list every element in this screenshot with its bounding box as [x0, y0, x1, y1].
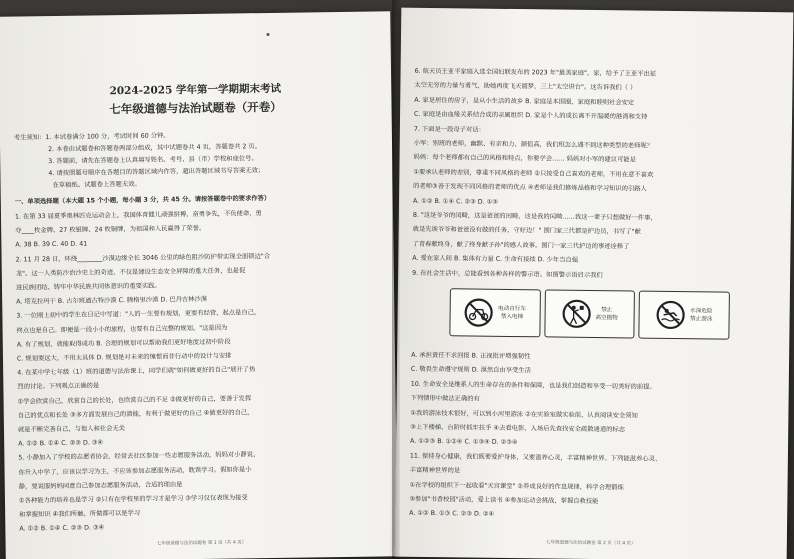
question-line: 了青春献终身，献了终身献子孙"的感人故事。图门一家三代护边的事迹诠释了 — [412, 240, 630, 251]
question-line: A. 爱在家人间 B. 集体有力量 C. 生命有接续 D. 少年当自强 — [412, 254, 579, 264]
question-line: ①各种能力的培养也是学习 ②只有在学校里的学习才是学习 ③学习仅仅表现为接受 — [18, 494, 248, 505]
question-line: A. ①② B. ①④ C. ②③ D. ③④ — [19, 524, 105, 533]
question-line: ③参加"书香校园"活动，爱上读书 ④参加运动会挑战，掌握自救技能 — [409, 495, 599, 506]
question-line: 进民族团结、铸牢中华民族共同体意识的重要实践。 — [15, 282, 161, 292]
question-line: 静，要说服妈妈同意自己参加志愿服务活动，合适的理由是 — [18, 481, 183, 491]
question-line: 9. 在社会生活中，总能看到各种各样的警示语。如图警示语启示我们 — [412, 269, 603, 279]
question-line: 小军：别班的老师，幽默、有亲和力、颜值高，我们班怎么遇不到这种类型的老师呢？ — [413, 139, 654, 150]
question-line: C. 家庭是由血缘关系结合成的亲属组织 D. 家是个人的成长离不开温暖的港湾和支持 — [414, 110, 648, 121]
question-line: 终点也是自己。即便是一段小小的旅程，也要有自己完整的规划。"这是因为 — [16, 324, 228, 335]
question-line: ①学会欣赏自己，欣赏自己的长处，也欣赏自己的不足 ②做更好的自己，要善于发挥 — [17, 394, 252, 406]
question-line: A. 塔克拉玛干 B. 古尔班通古特沙漠 C. 腾格里沙漠 D. 巴丹吉林沙漠 — [16, 296, 208, 306]
sign-text: 禁止 — [601, 307, 613, 314]
question-line: 太空无穷的力量与勇气，助她再度飞天圆梦，三上"太空讲台"。这告诉我们（ ） — [414, 82, 637, 92]
exam-page-right — [395, 8, 794, 559]
question-line: 8. "这是爷爷的闰畸，这是爸爸的闰畸，这是我的闰畸……我这一辈子只想做好一件事， — [412, 211, 657, 222]
sign-text: 电动自行车 — [498, 305, 527, 313]
question-line: ①要承认老师的差别，尊重不同风格的老师 ②只接受自己喜欢的老师，不用在意不喜欢 — [413, 168, 654, 179]
notes-line: 4. 请按照题号顺序在各题目的答题区域内作答，超出答题区域书写答案无效； — [48, 167, 265, 178]
question-line: 2. 11 月 28 日，环绕________沙漠边缘全长 3046 公里的绿色阻沙防护带实现全面锁边"合 — [15, 252, 271, 264]
exam-title-line2: 七年级道德与法治试题卷（开卷） — [109, 99, 282, 117]
question-line: A. ①② B. ①④ C. ②③ D. ①③ — [412, 197, 498, 206]
question-line: C. 规划要远大，不用太具体 D. 规划是对未来的憧憬而非行动中的设计与安排 — [16, 352, 232, 363]
question-line: 丰富精神世界的是 — [409, 466, 461, 475]
question-line: 3. 一位刚上初中的学生在日记中写道："人的一生要有规划，更要有经营，起点是自己， — [16, 309, 261, 320]
question-line: A. 家是居住的房子，是从小生活的故乡 B. 家庭是本围圈，家庭和睦则社会安定 — [414, 96, 635, 107]
question-line: 就是不断完善自己，与他人和社会无关 — [17, 425, 126, 434]
question-line: 就是先诶爷爷和爸爸没有做的任务，守好边！" 图门家三代都是护边员，书写了"献 — [412, 226, 641, 236]
question-line: 和掌握知识 ④我们所触、所做都可以是学习 — [19, 510, 141, 519]
question-line: 6. 航天员王亚平家庭入选全国妇联发布的 2023 年"最美家庭"，家，给予了王亚平出征 — [414, 67, 657, 78]
question-line: 1. 在第 33 届夏季奥林匹克运动会上，我国体育健儿顽强拼搏，奋勇争先，不负使命，勇 — [14, 210, 262, 221]
question-line: A. 承担责任不求回报 B. 正视批评增强韧性 — [411, 351, 531, 361]
page-footer: 七年级道德与法治试题卷 第 1 页（共 4 页） — [156, 540, 247, 547]
question-line: 夺____枚金牌、27 枚银牌、24 枚铜牌，为祖国和人民赢得了荣誉。 — [15, 225, 206, 235]
no-littering-icon — [561, 299, 591, 329]
no-swimming-icon — [656, 300, 686, 330]
question-line: 龙"。这一人类防沙治沙史上的奇迹，不仅是建设生态安全屏障的重大任务，也是促 — [15, 267, 246, 278]
question-line: ③上下楼梯、台阶时抓牢扶手 ④去看电影，入场后先查找安全疏散通道的标志 — [410, 423, 626, 434]
right-page-content — [395, 8, 794, 559]
question-line: 自己的优点和长处 ③多方面发展自己的潜能，有利于做更好的自己 ④做更好的自己， — [17, 409, 254, 420]
question-line: 烈的讨论。下列观点正确的是 — [17, 382, 100, 391]
warning-sign — [449, 288, 540, 337]
left-page-content — [0, 11, 398, 559]
notes-line: 2. 本卷由试题卷和答题卷两部分组成，其中试题卷共 4 页，答题卷共 2 页。 — [48, 143, 262, 154]
question-line: 你升入中学了，应该以学习为主，不应该参加志愿服务活动，耽误学习。假如你是小 — [18, 465, 252, 477]
question-line: A. ①② B. ①③ C. ②③ D. ②④ — [409, 510, 495, 519]
sign-text: 高空抛物 — [595, 315, 618, 322]
no-ebike-icon — [464, 297, 494, 327]
notes-line: 在草稿纸、试题卷上答题无效。 — [52, 180, 141, 190]
notes-line: 考生须知：1. 本试卷满分 100 分，考试时间 60 分钟。 — [13, 132, 170, 142]
exam-title-line1: 2024-2025 学年第一学期期末考试 — [109, 82, 282, 98]
warning-sign — [544, 289, 635, 338]
question-line: 4. 在某中学七年级（1）班的道德与法治课上，同学们就"如何做更好的自己"展开了热 — [17, 366, 256, 377]
section-heading: 一、单项选择题（本大题 15 个小题，每小题 3 分，共 45 分。请按答题卷中的要求作答） — [14, 194, 271, 206]
page-fold-shadow — [392, 0, 400, 559]
question-line: A. 有了规划，就能取得成功 B. 合理的规划可以帮助我们更好地度过初中阶段 — [16, 338, 231, 349]
warning-signs-figure — [449, 288, 730, 339]
sign-text: 禁入电梯 — [500, 313, 524, 321]
warning-sign — [639, 291, 730, 340]
question-line: A. ①② B. ①④ C. ②③ D. ③④ — [18, 439, 104, 448]
question-line: ①在学校的组织下一起收看"天宫课堂" ②养成良好的作息规律，科学合理锻炼 — [409, 481, 624, 491]
question-line: A. ①②③ B. ①②④ C. ①③④ D. ②③④ — [410, 438, 518, 447]
exam-page-left — [0, 11, 398, 559]
question-line: 5. 小静加入了学校的志愿者协会，经常去社区参加一些志愿服务活动，妈妈对小静说， — [18, 451, 260, 462]
page-footer: 七年级道德与法治试题卷 第 2 页（共 4 页） — [546, 540, 636, 547]
question-line: 下列情形中做法正确的有 — [410, 394, 480, 403]
question-line: 7. 下面是一段母子对话： — [413, 125, 485, 134]
notes-line: 3. 答题前，请先在答题卷上认真填写姓名、考号、县（市）学校和座位号。 — [48, 155, 258, 166]
question-line: ①我的游泳技术很好，可以到小河里游泳 ②在实验室做实验前，认真阅读安全须知 — [410, 409, 638, 420]
question-line: 妈妈：每个老师都有自己的风格和特点，你要学会…… 妈妈对小军的建议可能是 — [413, 154, 636, 164]
sign-text: 禁止游泳 — [690, 316, 713, 323]
question-line: A. 38 B. 39 C. 40 D. 41 — [15, 240, 88, 249]
sign-text: 水深危险 — [690, 308, 713, 315]
question-line: 11. 保持身心健康，我们既要爱护身体，又要滋养心灵，丰富精神世界。下列能滋养心灵、 — [409, 452, 662, 463]
question-line: 10. 生命安全是维系人的生命存在的条件和保障，也是我们创造和享受一切美好的前提。 — [410, 380, 656, 391]
question-line: C. 敬畏生命遵守规则 D. 漠然自由享受生活 — [410, 366, 531, 375]
question-line: 的老师③善于发现不同风格的老师的优点 ④老师是我们修炼品格和学习知识的引路人 — [413, 182, 647, 193]
